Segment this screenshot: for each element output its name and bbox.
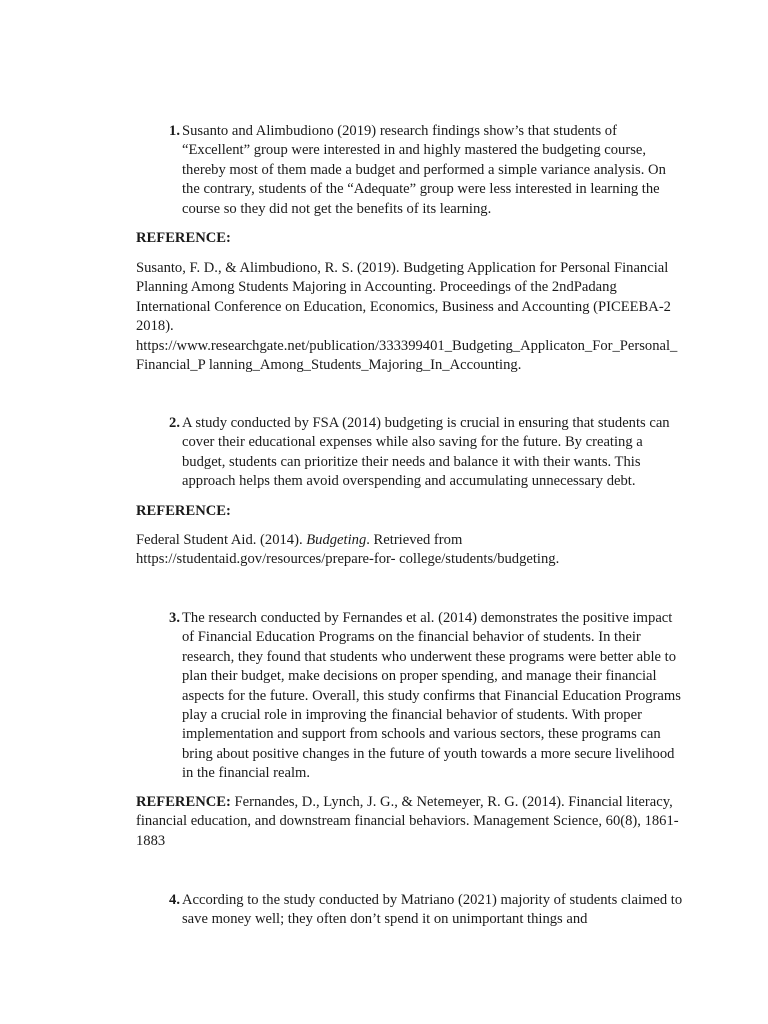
reference-url: https://studentaid.gov/resources/prepare-for- college/students/budgeting.: [136, 551, 560, 568]
reference-entry: [136, 793, 684, 851]
reference-text: Federal Student Aid. (2014). Budgeting. Retrieved from: [136, 532, 463, 548]
list-item-text: According to the study conducted by Matriano (2021) majority of students claimed to save money well; they often don’t spend it on unimportant things and: [182, 892, 683, 928]
reference-heading: REFERENCE:: [136, 503, 231, 519]
list-item: [136, 122, 684, 219]
list-item: [136, 414, 684, 492]
reference-entry: [136, 259, 684, 375]
list-item-number: 1.: [169, 123, 180, 139]
reference-title: Budgeting: [306, 532, 367, 548]
reference-url: https://www.researchgate.net/publication/333399401_Budgeting_Applicaton_For_Personal_Financial_P lanning_Among_Students_Majoring_In_Accounting.: [136, 337, 678, 374]
reference-text: Fernandes, D., Lynch, J. G., & Netemeyer, R. G. (2014). Financial literacy, financial education, and downstream financial behaviors. Management Science, 60(8), 1861-1883: [136, 794, 679, 849]
reference-text: Susanto, F. D., & Alimbudiono, R. S. (2019). Budgeting Application for Personal Financial Planning Among Students Majoring in Accounting. Proceedings of the 2ndPadang International Conference on Education, Economics, Business and Accounting (PICEEBA-2 2018).: [136, 260, 671, 335]
list-item-number: 4.: [169, 892, 180, 908]
reference-heading: REFERENCE:: [136, 794, 231, 810]
list-item-number: 3.: [169, 610, 180, 626]
list-item-text: A study conducted by FSA (2014) budgeting is crucial in ensuring that students can cover their educational expenses while also saving for the future. By creating a budget, students can prioritize their needs and balance it with their wants. This approach helps them avoid overspending and accumulating unnecessary debt.: [182, 415, 670, 490]
list-item: [136, 891, 684, 930]
list-item-number: 2.: [169, 415, 180, 431]
reference-entry: [136, 531, 684, 570]
list-item-text: Susanto and Alimbudiono (2019) research findings show’s that students of “Excellent” group were interested in and highly mastered the budgeting course, thereby most of them made a budget and performed a simple variance analysis. On the contrary, students of the “Adequate” group were less interested in learning the course so they did not get the benefits of its learning.: [182, 123, 666, 217]
list-item: [136, 609, 684, 784]
list-item-text: The research conducted by Fernandes et al. (2014) demonstrates the positive impact of Financial Education Programs on the financial behavior of students. In their research, they found that students who underwent these programs were better able to plan their budget, make decisions on proper spending, and manage their financial aspects for the future. Overall, this study confirms that Financial Education Programs play a crucial role in improving the financial behavior of students. With proper implementation and support from schools and various sectors, these programs can bring about positive changes in the future of youth towards a more secure livelihood in the financial realm.: [182, 610, 681, 782]
reference-heading: REFERENCE:: [136, 230, 231, 246]
